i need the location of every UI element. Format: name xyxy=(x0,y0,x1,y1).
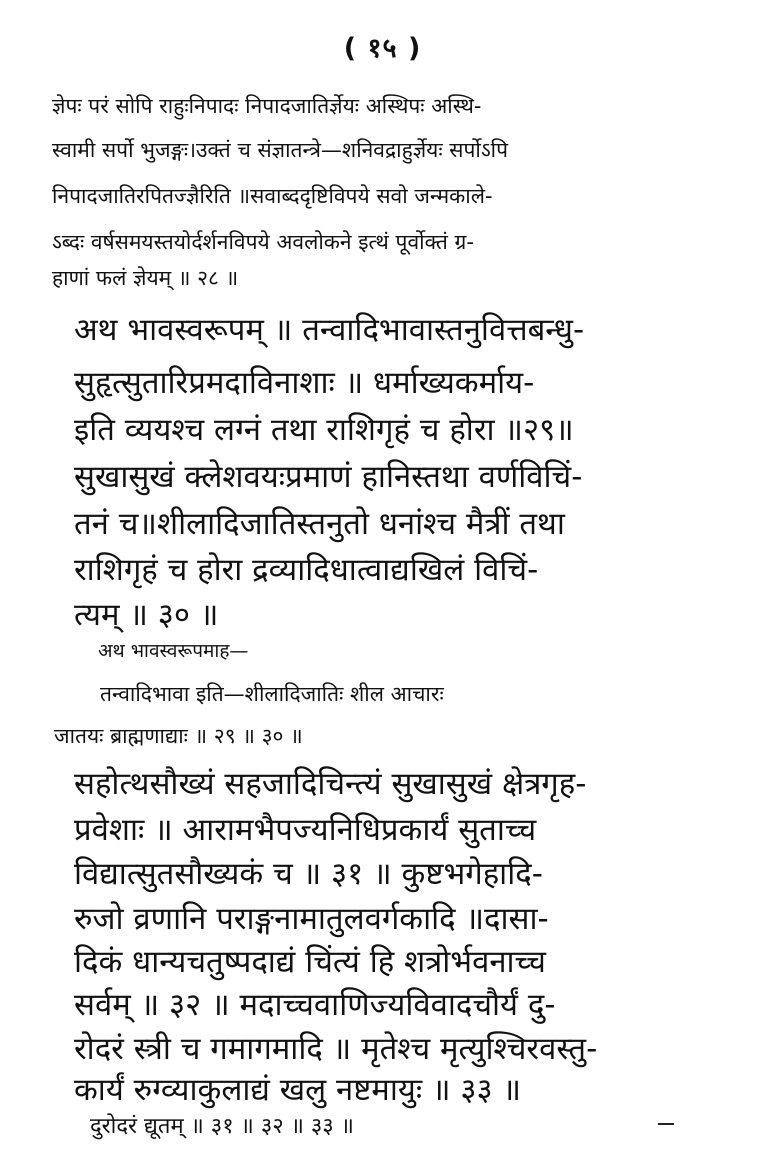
commentary-line: तन्वादिभावा इति—शीलादिजातिः शील आचारः xyxy=(100,682,444,706)
verse-line: तनं च॥शीलादिजातिस्तनुतो धनांश्च मैत्रीं तथा xyxy=(74,506,565,542)
verse-line: रुजो व्रणानि पराङ्गनामातुलवर्गकादि ॥दासा- xyxy=(74,901,549,937)
commentary-line: जातयः ब्राह्मणाद्याः ॥ २९ ॥ ३० ॥ xyxy=(54,724,303,748)
verse-line: सुखासुखं क्लेशवयःप्रमाणं हानिस्तथा वर्णविचिं- xyxy=(74,459,583,495)
margin-mark xyxy=(658,1123,674,1125)
verse-line: त्यम् ॥ ३० ॥ xyxy=(74,597,219,633)
verse-line: अथ भावस्वरूपम् ॥ तन्वादिभावास्तनुवित्तबन्धु- xyxy=(74,312,585,348)
verse-line: राशिगृहं च होरा द्रव्यादिधात्वाद्यखिलं विचिं- xyxy=(74,552,539,588)
page-number: ( १५ ) xyxy=(343,33,422,64)
section-heading: अथ भावस्वरूपमाह— xyxy=(98,640,249,662)
verse-line: रोदरं स्त्री च गमागमादि ॥ मृतेश्च मृत्युश्चिरवस्तु- xyxy=(74,1031,598,1067)
verse-line: दिकं धान्यचतुष्पदाद्यं चिंत्यं हि शत्रोर्भवनाच्च xyxy=(74,944,546,980)
verse-line: सर्वम् ॥ ३२ ॥ मदाच्चवाणिज्यविवादचौर्यं दु- xyxy=(74,987,556,1023)
verse-line: विद्यात्सुतसौख्यकं च ॥ ३१ ॥ कुष्टभगेहादि- xyxy=(74,856,543,892)
commentary-line: ज्ञेपः परं सोपि राहुःनिपादः निपादजातिर्ज्ञेयः अस्थिपः अस्थि- xyxy=(52,94,482,118)
verse-line: सहोत्थसौख्यं सहजादिचिन्त्यं सुखासुखं क्षेत्रगृह- xyxy=(74,766,587,802)
verse-line: सुहृत्सुतारिप्रमदाविनाशाः ॥ धर्माख्यकर्माय- xyxy=(74,365,535,401)
verse-line: कार्यं रुग्व्याकुलाद्यं खलु नष्टमायुः ॥ ३३ ॥ xyxy=(74,1072,522,1108)
commentary-line: निपादजातिरपितज्ज्ञैरिति ॥सवाब्ददृष्टिविपये सवो जन्मकाले- xyxy=(52,184,493,208)
verse-line: इति व्ययश्च लग्नं तथा राशिगृहं च होरा ॥२९॥ xyxy=(74,412,574,448)
commentary-line: स्वामी सर्पो भुजङ्गः।उक्तं च संज्ञातन्त्रे—शनिवद्राहुर्ज्ञेयः सर्पोऽपि xyxy=(52,138,509,162)
footnote: दुरोदरं द्यूतम् ॥ ३१ ॥ ३२ ॥ ३३ ॥ xyxy=(90,1114,354,1139)
verse-line: प्रवेशाः ॥ आरामभैपज्यनिधिप्रकार्यं सुताच्च xyxy=(74,812,537,848)
commentary-line: ऽब्दः वर्षसमयस्तयोर्दर्शनविपये अवलोकने इत्थं पूर्वोक्तं ग्र- xyxy=(52,230,474,254)
commentary-line: हाणां फलं ज्ञेयम् ॥ २८ ॥ xyxy=(52,266,239,290)
